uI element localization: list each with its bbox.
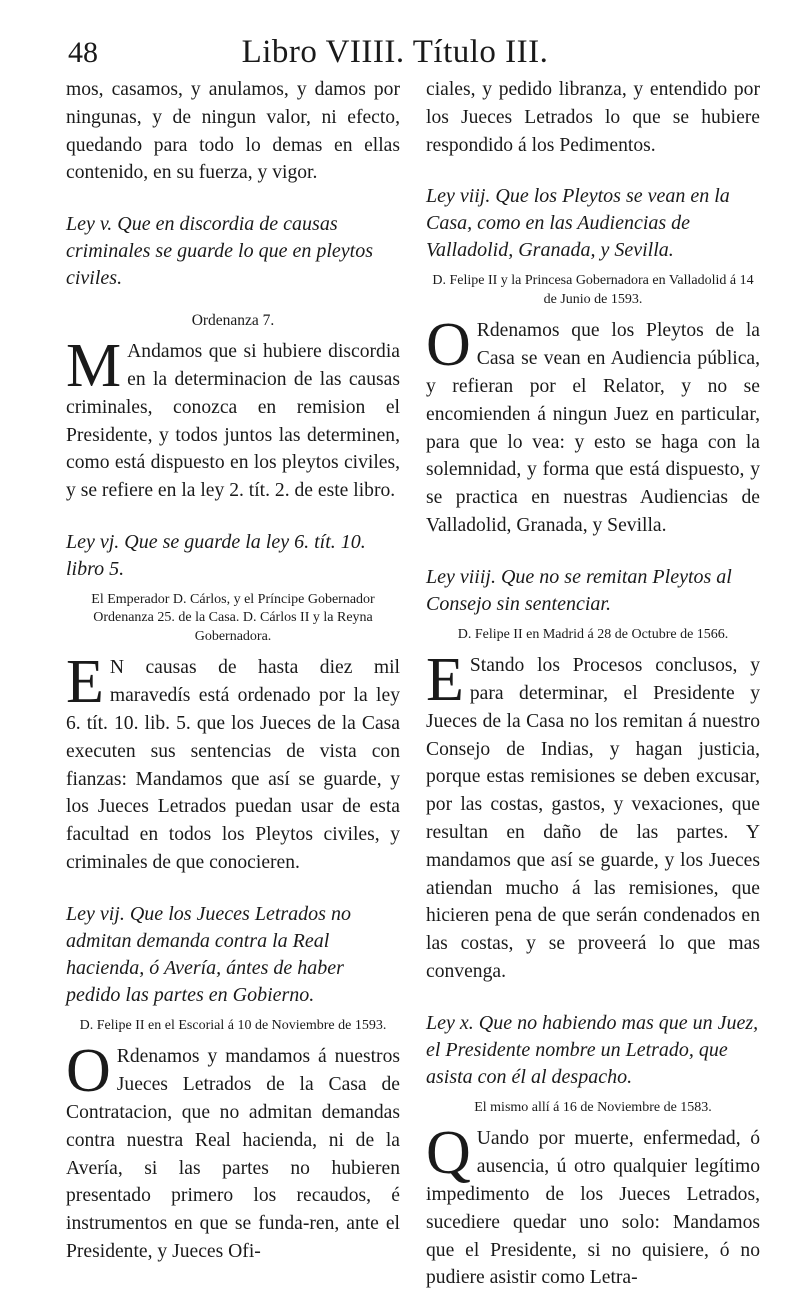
- law-6-title: Ley vj. Que se guarde la ley 6. tít. 10. libro 5.: [66, 530, 366, 580]
- law-10-title: Ley x. Que no habiendo mas que un Juez, el Presidente nombre un Letrado, que asista con él al despacho.: [426, 1011, 759, 1088]
- right-column: [426, 76, 760, 1292]
- law-10-source: El mismo allí á 16 de Noviembre de 1583.: [474, 1099, 712, 1115]
- law-8-body: [426, 317, 760, 539]
- continuation-text: ciales, y pedido libranza, y entendido por los Jueces Letrados lo que se hubiere respondido á los Pedimentos.: [426, 79, 760, 156]
- law-9-source: D. Felipe II en Madrid á 28 de Octubre de 1566.: [457, 626, 729, 642]
- law-7-text: Rdenamos y mandamos á nuestros Jueces Letrados de la Casa de Contratacion, que no admitan demandas contra nuestra Real hacienda, ni de la Avería, si las partes no hubieren presentado primero los recaudos, é instrumentos en que se funda-ren, ante el Presidente, y Jueces Ofi-: [66, 1046, 400, 1262]
- law-5-body: [66, 338, 400, 505]
- drop-cap: E: [66, 654, 104, 717]
- law-7-title: Ley vij. Que los Jueces Letrados no admitan demanda contra la Real hacienda, ó Avería, ántes de haber pedido las partes en Gobierno.: [66, 902, 351, 1006]
- law-9-title: Ley viiij. Que no se remitan Pleytos al Consejo sin sentenciar.: [426, 565, 732, 615]
- continuation-text: mos, casamos, y anulamos, y damos por ningunas, y de ningun valor, ni efecto, quedando para todo lo demas en ellas contenido, en su fuerza, y vigor.: [66, 79, 400, 184]
- law-8-source: D. Felipe II y la Princesa Gobernadora en Valladolid á 14 de Junio de 1593.: [432, 273, 754, 307]
- law-8-text: Rdenamos que los Pleytos de la Casa se vean en Audiencia pública, y refieran por el Relator, y no se encomienden á ningun Juez en particular, para que lo vea: y esto se haga con la solemnidad, y forma que está dispuesto, y se practica en nuestras Audiencias de Valladolid, Granada, y Sevilla.: [426, 320, 760, 536]
- law-10-text: Uando por muerte, enfermedad, ó ausencia, ú otro qualquier legítimo impedimento de los Jueces Letrados, sucediere quedar uno solo: Mandamos que el Presidente, si no quisiere, ó no pudiere asistir como Letra-: [426, 1128, 760, 1289]
- law-6-source: El Emperador D. Cárlos, y el Príncipe Gobernador Ordenanza 25. de la Casa. D. Cárlos II y la Reyna Gobernadora.: [91, 591, 375, 644]
- law-5-text: Andamos que si hubiere discordia en la determinacion de las causas criminales, conozca en remision el Presidente, y todos juntos las determinen, como está dispuesto en los pleytos civiles, y se refiere en la ley 2. tít. 2. de este libro.: [66, 341, 400, 502]
- law-6-body: [66, 654, 400, 876]
- law-8-title: Ley viij. Que los Pleytos se vean en la Casa, como en las Audiencias de Valladolid, Granada, y Sevilla.: [426, 185, 730, 262]
- drop-cap: Q: [426, 1125, 471, 1188]
- drop-cap: M: [66, 338, 122, 401]
- law-9-text: Stando los Procesos conclusos, y para determinar, el Presidente y Jueces de la Casa no los remitan á nuestro Consejo de Indias, y hagan justicia, porque estas remisiones se deben excusar, por las costas, gastos, y vexaciones, que resultan en daño de las partes. Y mandamos que así se guarde, y los Jueces atiendan mucho á las remisiones, que hicieren pena de que serán condenados en las costas, y se proveerá lo que mas convenga.: [426, 655, 760, 983]
- law-5-title: Ley v. Que en discordia de causas criminales se guarde lo que en pleytos civiles.: [66, 213, 373, 290]
- law-5-ordinance: Ordenanza 7.: [191, 312, 275, 330]
- running-head: Libro VIIII. Título III.: [241, 34, 549, 70]
- law-6-text: N causas de hasta diez mil maravedís está ordenado por la ley 6. tít. 10. lib. 5. que los Jueces de la Casa executen sus sentencias de vista con fianzas: Mandamos que así se guarde, y los Jueces Letrados puedan usar de esta facultad en todos los Pleytos civiles, y criminales de que conocieren.: [66, 657, 400, 874]
- law-10-body: [426, 1125, 760, 1292]
- law-7-body: [66, 1043, 400, 1265]
- drop-cap: E: [426, 652, 464, 715]
- drop-cap: O: [426, 317, 471, 380]
- left-column: [66, 76, 400, 1266]
- page-header: [64, 30, 726, 80]
- law-7-source: D. Felipe II en el Escorial á 10 de Noviembre de 1593.: [79, 1017, 387, 1033]
- drop-cap: O: [66, 1043, 111, 1106]
- law-9-body: [426, 652, 760, 986]
- page-number: 48: [68, 36, 98, 69]
